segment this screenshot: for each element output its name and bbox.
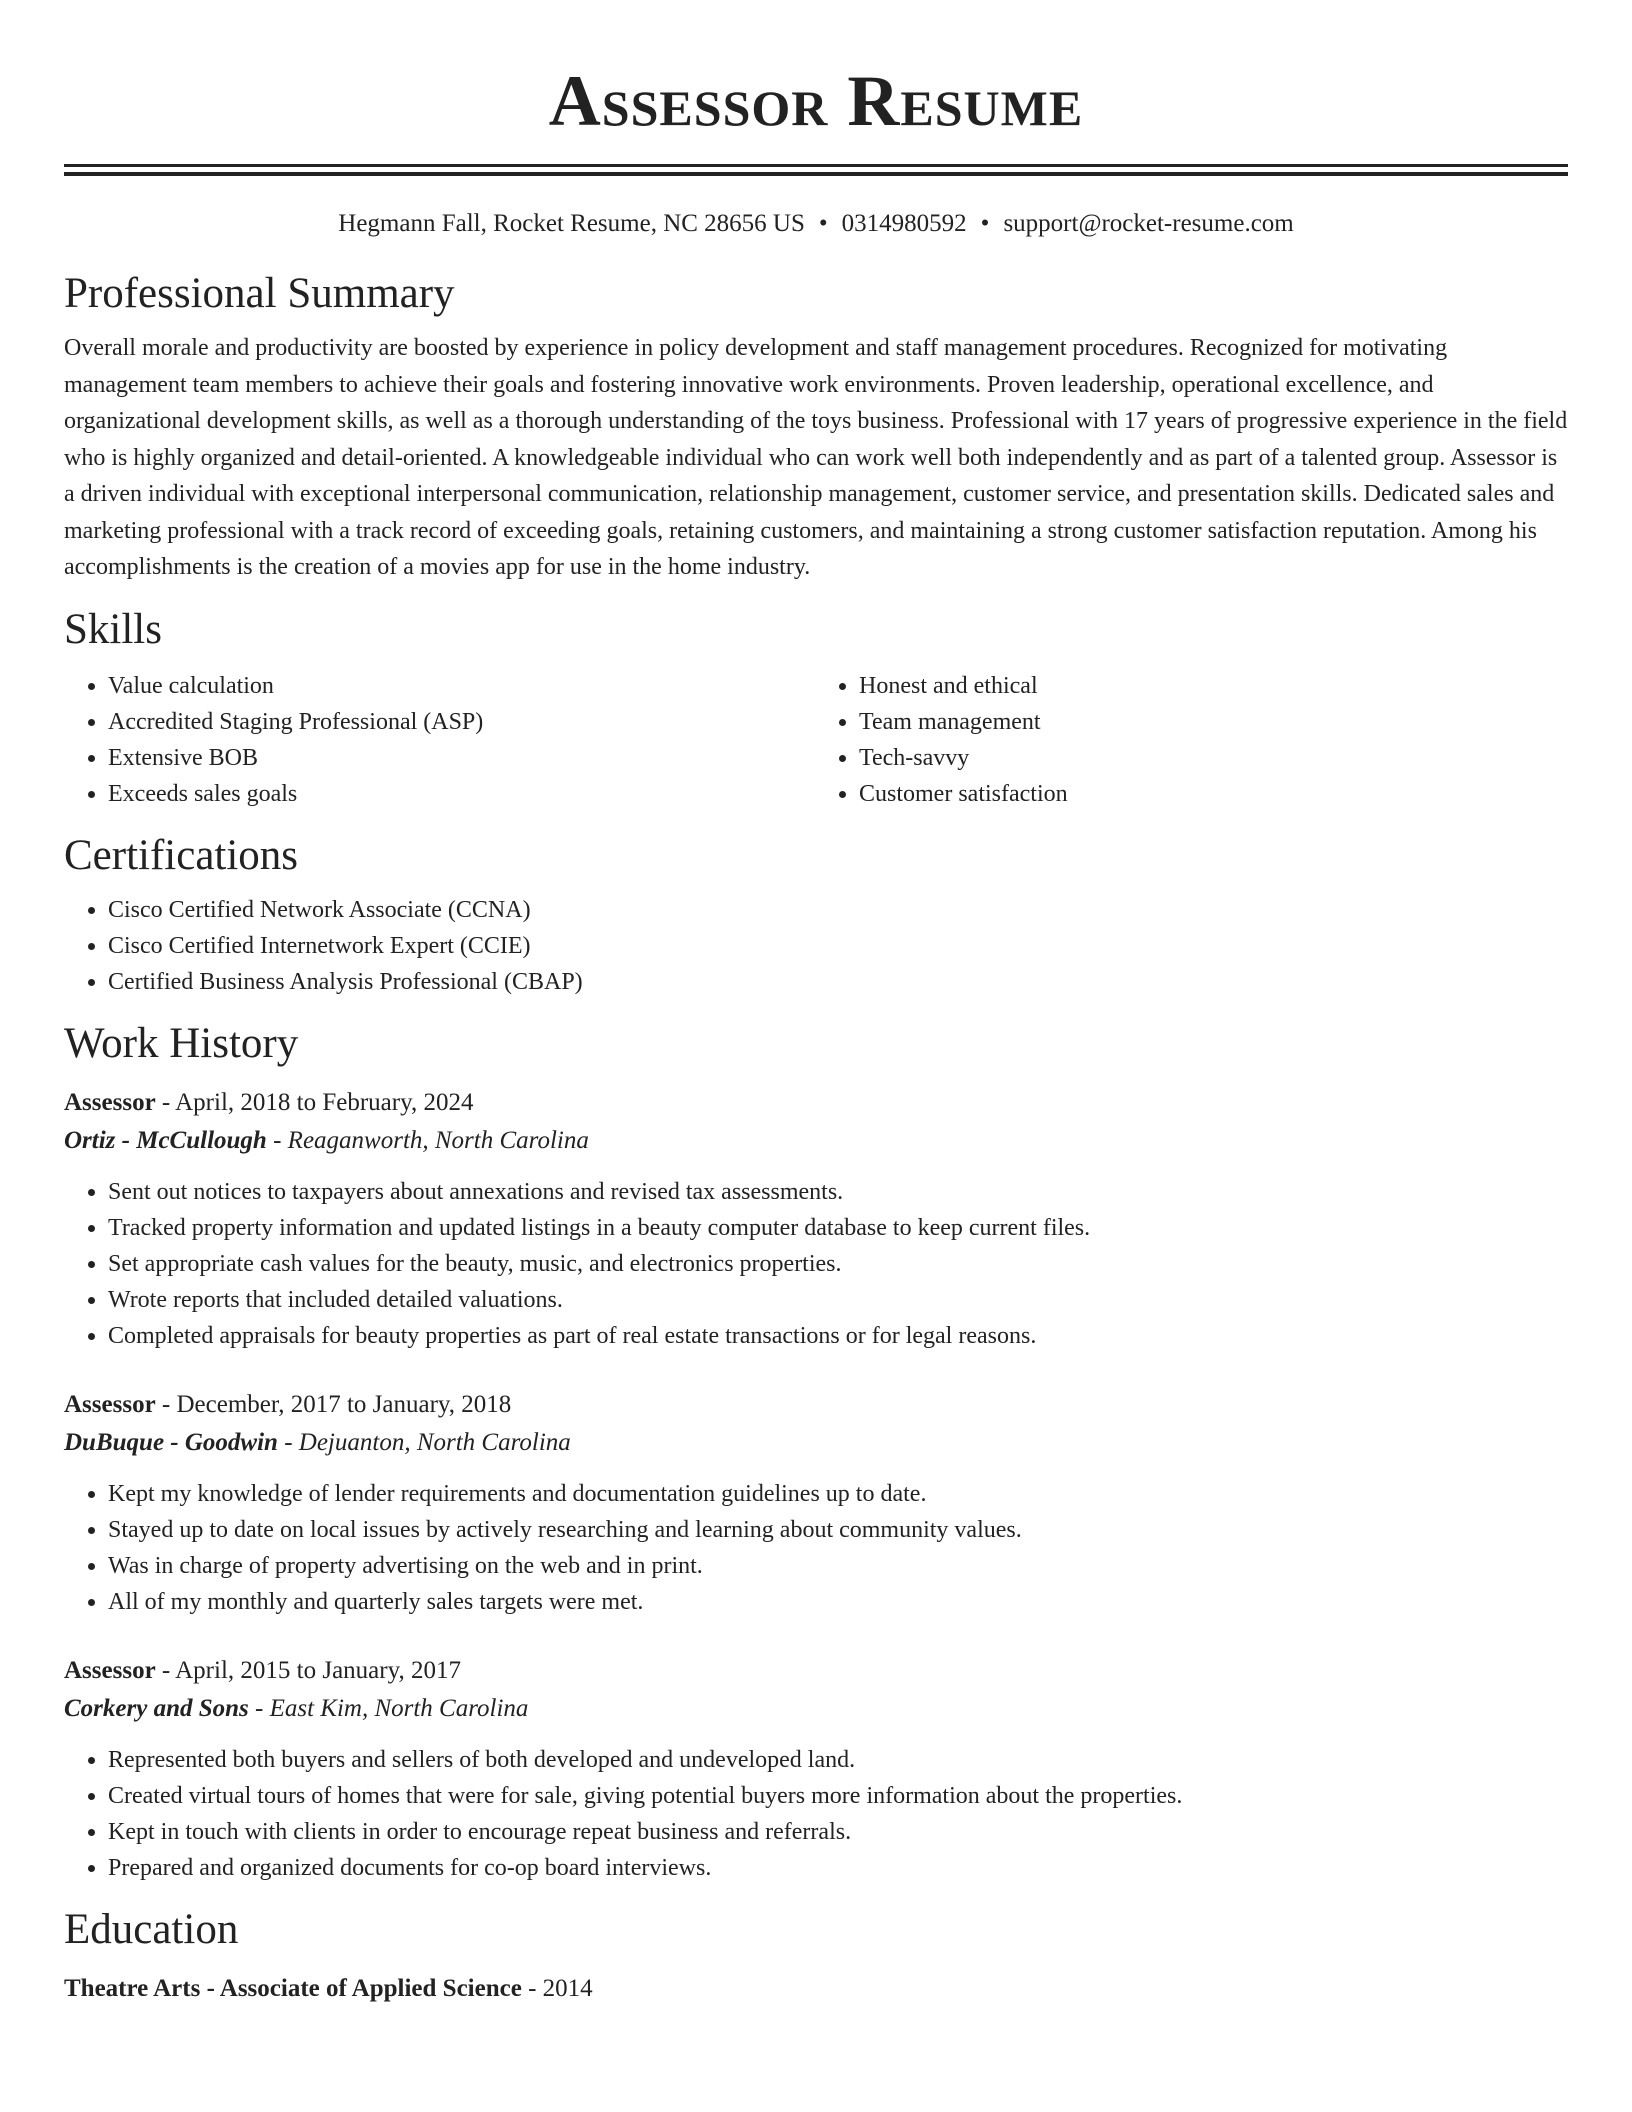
skills-list-right (817, 668, 1568, 812)
job-bullet: • Stayed up to date on local issues by actively researching and learning about community values. (108, 1512, 1568, 1548)
certification-item: • Cisco Certified Network Associate (CCNA) (108, 892, 1568, 928)
job-bullet: • Sent out notices to taxpayers about annexations and revised tax assessments. (108, 1174, 1568, 1210)
job-bullet: • Kept in touch with clients in order to encourage repeat business and referrals. (108, 1814, 1568, 1850)
job-location: - Dejuanton, North Carolina (277, 1428, 571, 1456)
contact-address: Hegmann Fall, Rocket Resume, NC 28656 US (338, 210, 805, 237)
contact-separator: • (818, 210, 828, 237)
job-bullets (64, 1174, 1568, 1354)
resume-title: Assessor Resume (548, 61, 1084, 141)
skill-item: • Honest and ethical (859, 668, 1568, 704)
job-bullet: • Prepared and organized documents for co-op board interviews. (108, 1850, 1568, 1886)
job-title-line (64, 1084, 1568, 1122)
job-location: - Reaganworth, North Carolina (266, 1126, 589, 1154)
job-bullet: • Set appropriate cash values for the beauty, music, and electronics properties. (108, 1246, 1568, 1282)
skill-item: • Customer satisfaction (859, 776, 1568, 812)
certifications-list (64, 892, 1568, 1000)
job-bullet: • Created virtual tours of homes that were for sale, giving potential buyers more information about the properties. (108, 1778, 1568, 1814)
contact-separator: • (980, 210, 990, 237)
job-company: Ortiz - McCullough (64, 1126, 267, 1154)
job-bullet: • Completed appraisals for beauty properties as part of real estate transactions or for legal reasons. (108, 1318, 1568, 1354)
job-role: Assessor (64, 1390, 156, 1418)
certification-item: • Certified Business Analysis Professional (CBAP) (108, 964, 1568, 1000)
skill-item: • Tech-savvy (859, 740, 1568, 776)
job-bullet: • Kept my knowledge of lender requirements and documentation guidelines up to date. (108, 1476, 1568, 1512)
skills-heading: Skills (64, 605, 162, 653)
skill-item: • Extensive BOB (108, 740, 817, 776)
skills-columns (64, 668, 1568, 812)
summary-text: Overall morale and productivity are boosted by experience in policy development and staff management procedures. Recognized for motivating management team members to achieve their goals and fostering innovative work environments. Proven leadership, operational excellence, and organizational development skills, as well as a thorough understanding of the toys business. Professional with 17 years of progressive experience in the field who is highly organized and detail-oriented. A knowledgeable individual who can work well both independently and as part of a talented group. Assessor is a driven individual with exceptional interpersonal communication, relationship management, customer service, and presentation skills. Dedicated sales and marketing professional with a track record of exceeding goals, retaining customers, and maintaining a strong customer satisfaction reputation. Among his accomplishments is the creation of a movies app for use in the home industry. (64, 335, 1568, 580)
job-dates: - December, 2017 to January, 2018 (155, 1390, 512, 1418)
job-company: DuBuque - Goodwin (64, 1428, 278, 1456)
job-bullets (64, 1742, 1568, 1886)
resume-page (64, 0, 1568, 2008)
education-year: - 2014 (521, 1974, 593, 2002)
skill-item: • Value calculation (108, 668, 817, 704)
job-title-line (64, 1652, 1568, 1690)
job-bullet: • Wrote reports that included detailed valuations. (108, 1282, 1568, 1318)
job-bullet: • Was in charge of property advertising on the web and in print. (108, 1548, 1568, 1584)
job-entry (64, 1652, 1568, 1886)
job-location: - East Kim, North Carolina (248, 1694, 529, 1722)
title-divider (64, 164, 1568, 176)
contact-line (64, 208, 1568, 240)
work-history-heading: Work History (64, 1019, 299, 1067)
skill-item: • Team management (859, 704, 1568, 740)
summary-heading: Professional Summary (64, 270, 455, 317)
job-bullets (64, 1476, 1568, 1620)
job-dates: - April, 2015 to January, 2017 (155, 1656, 461, 1684)
job-title-line (64, 1386, 1568, 1424)
contact-phone: 0314980592 (841, 210, 967, 237)
job-role: Assessor (64, 1088, 156, 1116)
job-bullet: • Tracked property information and updated listings in a beauty computer database to keep current files. (108, 1210, 1568, 1246)
job-role: Assessor (64, 1656, 156, 1684)
job-entry (64, 1386, 1568, 1620)
job-bullet: • Represented both buyers and sellers of both developed and undeveloped land. (108, 1742, 1568, 1778)
job-bullet: • All of my monthly and quarterly sales targets were met. (108, 1584, 1568, 1620)
job-entry (64, 1084, 1568, 1354)
job-company: Corkery and Sons (64, 1694, 249, 1722)
job-company-line (64, 1690, 1568, 1728)
certifications-heading: Certifications (64, 831, 299, 879)
education-line (64, 1970, 1568, 2008)
education-heading: Education (64, 1905, 239, 1953)
job-dates: - April, 2018 to February, 2024 (155, 1088, 474, 1116)
job-company-line (64, 1122, 1568, 1160)
education-degree: Theatre Arts - Associate of Applied Science (64, 1974, 522, 2002)
certification-item: • Cisco Certified Internetwork Expert (CCIE) (108, 928, 1568, 964)
skill-item: • Exceeds sales goals (108, 776, 817, 812)
skills-list-left (64, 668, 817, 812)
education-entry (64, 1970, 1568, 2008)
job-company-line (64, 1424, 1568, 1462)
skill-item: • Accredited Staging Professional (ASP) (108, 704, 817, 740)
contact-email: support@rocket-resume.com (1003, 210, 1294, 237)
